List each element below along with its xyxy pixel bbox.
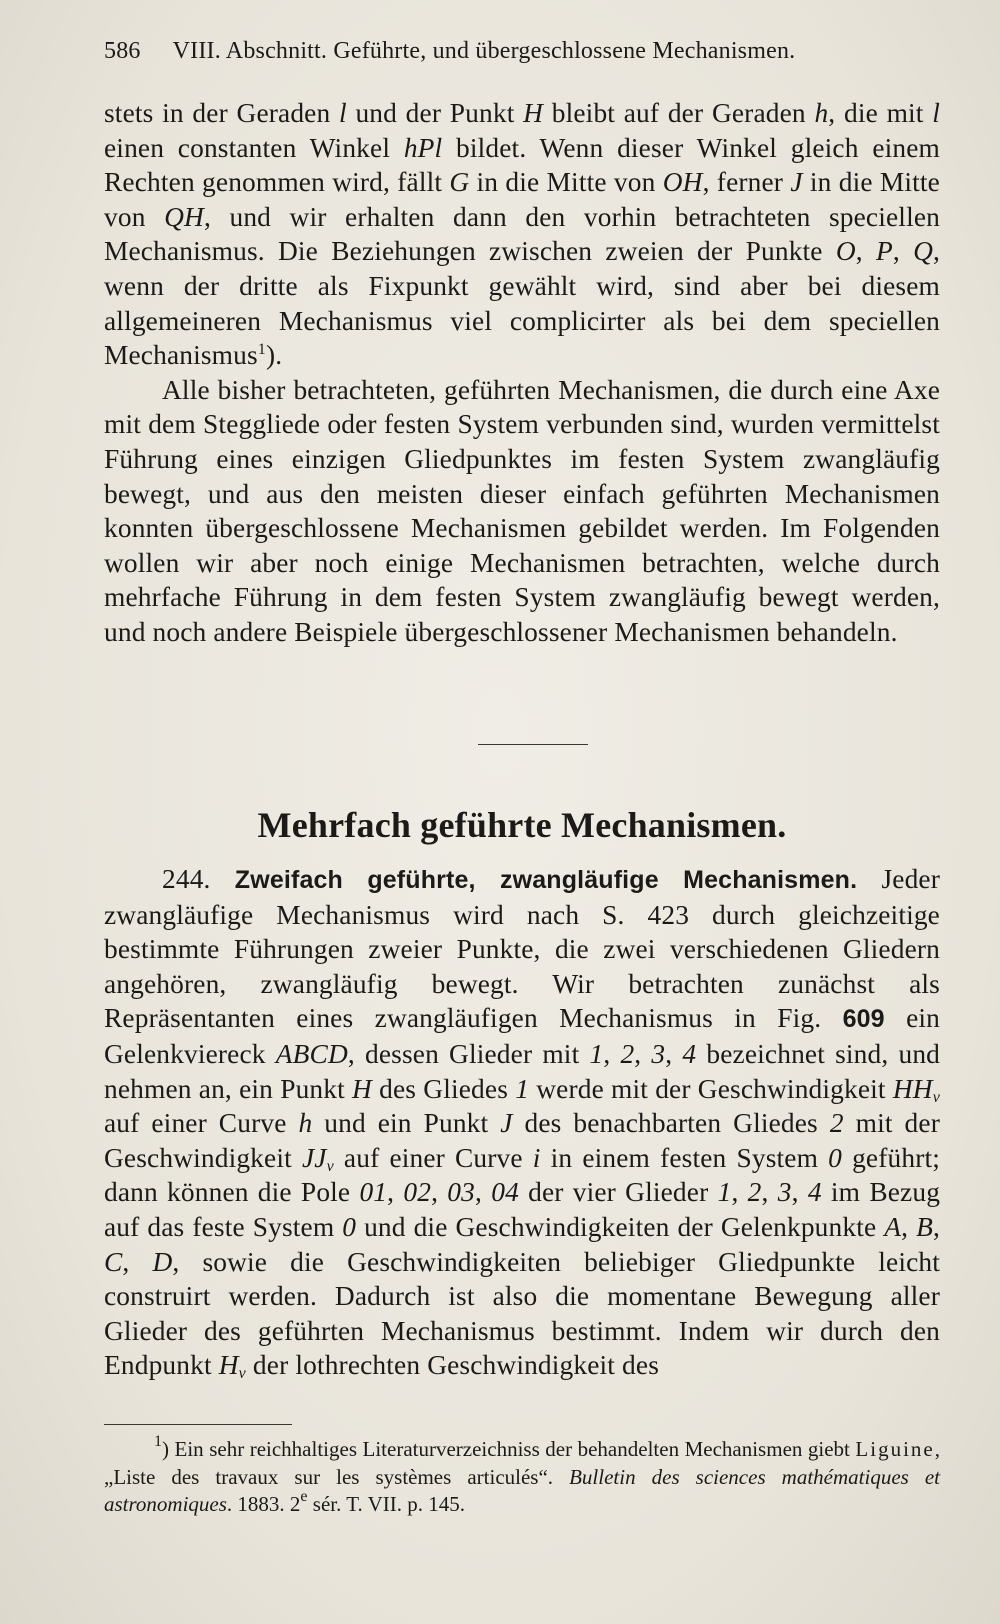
footnote-mark: 1 [154,1433,162,1450]
figure-reference[interactable]: 609 [842,1005,885,1034]
page-number: 586 [104,38,141,64]
section-divider [478,744,588,745]
subsection-heading: Zweifach geführte, zwangläufige Mechanismen. [234,866,858,894]
footnote-text: $^1$) Ein sehr reichhaltiges Literaturverzeichniss der behandelten Mechanismen giebt Liguine, „Liste des travaux sur les systèmes articulés“. Bulletin des sciences mathématiques et astronomiques. 1883. 2e sér. T. VII. p. 145. [104,1433,941,1516]
paragraph-guided-mechanisms: Alle bisher betrachteten, geführten Mechanismen, die durch eine Axe mit dem Steggliede oder festen System verbunden sind, wurden vermittelst Führung eines einzigen Gliedpunktes im festen System zwangläufig bewegt, und aus den meisten dieser einfach geführten Mechanismen konnten übergeschlossene Mechanismen gebildet werden. Im Folgenden wollen wir aber noch einige Mechanismen betrachten, welche durch mehrfache Führung in dem festen System zwangläufig bewegt werden, und noch andere Beispiele übergeschlossener Mechanismen behandeln. [104,374,940,647]
footnote-journal: Bulletin des sciences mathématiques et astronomiques [104,1464,941,1516]
running-title: VIII. Abschnitt. Geführte, und übergeschlossene Mechanismen. [172,38,796,64]
footnote-rule [104,1424,292,1425]
paragraph-continuation: stets in der Geraden l und der Punkt H bleibt auf der Geraden h, die mit l einen constanten Winkel hPl bildet. Wenn dieser Winkel gleich einem Rechten genommen wird, fällt G in die Mitte von OH, ferner J in die Mitte von QH, und wir erhalten dann den vorhin betrachteten speciellen Mechanismus. Die Beziehungen zwischen zweien der Punkte O, P, Q, wenn der dritte als Fixpunkt gewählt wird, sind aber bei diesem allgemeineren Mechanismus viel complicirter als bei dem speciellen Mechanismus$^1$). [104,98,940,371]
body-text-upper [104,96,940,650]
footnote-author: Liguine [855,1437,935,1461]
footnote [104,1433,941,1519]
body-text-lower [104,862,940,1383]
section-heading: Mehrfach geführte Mechanismen. [257,805,787,845]
footnote-reference[interactable]: 1 [257,341,266,359]
section-number: 244. [162,864,235,894]
paragraph-244: 244. Zweifach geführte, zwangläufige Mechanismen. Jeder zwangläufige Mechanismus wird nach S. 423 durch gleichzeitige bestimmte Führungen zweier Punkte, die zwei verschiedenen Gliedern angehören, zwangläufig bewegt. Wir betrachten zunächst als Repräsentanten eines zwangläufigen Mechanismus in Fig. 609 ein Gelenkviereck ABCD, dessen Glieder mit 1, 2, 3, 4 bezeichnet sind, und nehmen an, ein Punkt H des Gliedes 1 werde mit der Geschwindigkeit $HH_v$ auf einer Curve h und ein Punkt J des benachbarten Gliedes 2 mit der Geschwindigkeit $JJ_v$ auf einer Curve i in einem festen System 0 geführt; dann können die Pole 01, 02, 03, 04 der vier Glieder 1, 2, 3, 4 im Bezug auf das feste System 0 und die Geschwindigkeiten der Gelenkpunkte A, B, C, D, sowie die Geschwindigkeiten beliebiger Gliedpunkte leicht construirt werden. Dadurch ist also die momentane Bewegung aller Glieder des geführten Mechanismus bestimmt. Indem wir durch den Endpunkt $H_v$ der lothrechten Geschwindigkeit des [104,864,941,1383]
running-header [104,38,934,65]
